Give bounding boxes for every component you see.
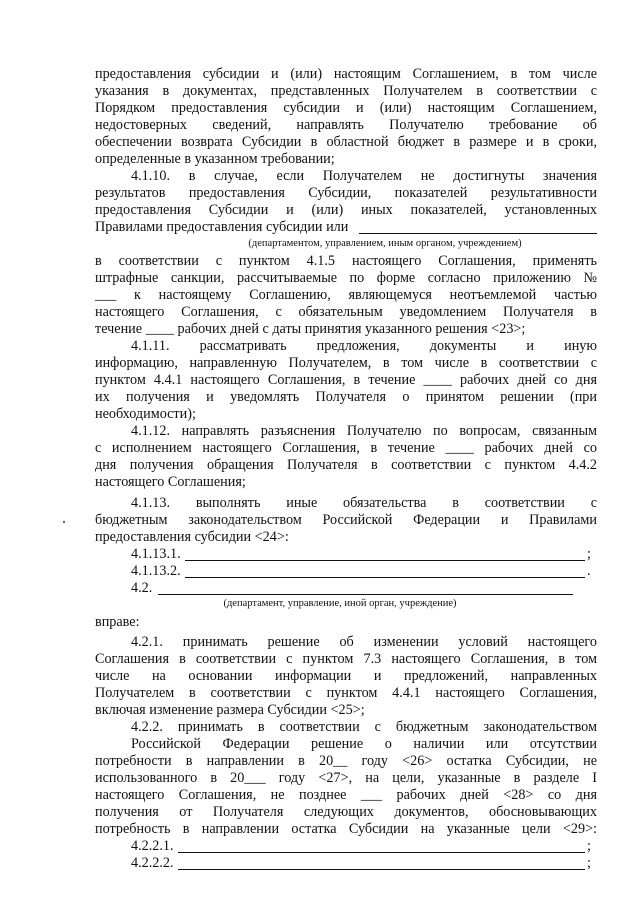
- fill-in-line[interactable]: [178, 856, 585, 870]
- field-label: 4.2.2.1.: [131, 838, 174, 854]
- text-line: Российской Федерации решение о наличии или отсутствии: [131, 736, 597, 752]
- fill-in-line[interactable]: [185, 564, 585, 578]
- text-line: числе на основании информации и предложений, направленных: [95, 668, 597, 684]
- text-line: настоящего Соглашения, не позднее ___ рабочих дней <28> со дня: [95, 787, 597, 803]
- text-line: необходимости);: [95, 406, 196, 422]
- text-line: в соответствии с пунктом 4.1.5 настоящего Соглашения, применять: [95, 253, 597, 269]
- text-line: бюджетным законодательством Российской Федерации и Правилами: [95, 512, 597, 528]
- text-line: потребность в направлении остатка Субсидии на указанные цели <29>:: [95, 821, 597, 837]
- paragraph-4-2-2: 4.2.2. принимать в соответствии с бюджетным законодательством: [131, 719, 597, 735]
- text-line: включая изменение размера Субсидии <25>;: [95, 702, 365, 718]
- text-line: предоставления субсидии <24>:: [95, 529, 289, 545]
- text-line: Получателем в соответствии с пунктом 4.4.1 настоящего Соглашения,: [95, 685, 597, 701]
- paragraph-4-1-13: 4.1.13. выполнять иные обязательства в соответствии с: [131, 495, 597, 511]
- text-line: Соглашения в соответствии с пунктом 7.3 настоящего Соглашения, в том: [95, 651, 597, 667]
- fill-in-line: [359, 232, 597, 234]
- caption-authority-instrumental: (департаментом, управлением, иным органом, учреждением): [248, 238, 522, 249]
- field-end: .: [587, 563, 591, 579]
- field-4-1-13-2[interactable]: [131, 563, 597, 580]
- text-line: использованного в 20___ году <27>, на цели, указанные в разделе I: [95, 770, 597, 786]
- stray-dot: [63, 521, 65, 523]
- field-end: ;: [587, 855, 591, 871]
- text-line: получения от Получателя следующих документов, обосновывающих: [95, 804, 597, 820]
- text-line: результатов предоставления Субсидии, показателей результативности: [95, 185, 597, 201]
- field-4-2[interactable]: [131, 580, 577, 597]
- field-label: 4.1.13.2.: [131, 563, 181, 579]
- caption-authority: (департамент, управление, иной орган, учреждение): [223, 598, 457, 609]
- field-end: ;: [587, 546, 591, 562]
- text-line: указания в документах, представленных Получателем в соответствии с: [95, 83, 597, 99]
- text-line: настоящего Соглашения, с обязательным уведомлением Получателя в: [95, 304, 597, 320]
- text-line: обеспечении возврата Субсидии в областной бюджет в размере и в сроки,: [95, 134, 597, 150]
- fill-in-line[interactable]: [185, 547, 585, 561]
- field-4-2-2-1[interactable]: [131, 838, 597, 855]
- text-line: с исполнением настоящего Соглашения, в течение ____ рабочих дней со: [95, 440, 597, 456]
- paragraph-4-1-11: 4.1.11. рассматривать предложения, документы и иную: [131, 338, 597, 354]
- text-line: настоящего Соглашения;: [95, 474, 246, 490]
- text-line: штрафные санкции, рассчитываемые по форме согласно приложению №: [95, 270, 597, 286]
- field-label: 4.1.13.1.: [131, 546, 181, 562]
- text-line: потребности в направлении в 20__ году <26> остатка Субсидии, не: [95, 753, 597, 769]
- field-4-1-13-1[interactable]: [131, 546, 597, 563]
- text-line: Правилами предоставления субсидии или: [95, 219, 349, 235]
- paragraph-4-1-12: 4.1.12. направлять разъяснения Получателю по вопросам, связанным: [131, 423, 597, 439]
- text-line: информацию, направленную Получателем, в том числе в соответствии с: [95, 355, 597, 371]
- fill-in-line[interactable]: [158, 581, 573, 595]
- field-label: 4.2.2.2.: [131, 855, 174, 871]
- text-line: дня получения обращения Получателя в соответствии с пунктом 4.4.2: [95, 457, 597, 473]
- paragraph-4-1-10: 4.1.10. в случае, если Получателем не достигнуты значения: [131, 168, 597, 184]
- field-4-2-2-2[interactable]: [131, 855, 597, 872]
- fill-in-line[interactable]: [178, 839, 585, 853]
- text-line: пунктом 4.4.1 настоящего Соглашения, в течение ____ рабочих дней со дня: [95, 372, 597, 388]
- paragraph-4-2-1: 4.2.1. принимать решение об изменении условий настоящего: [131, 634, 597, 650]
- text-line: предоставления субсидии и (или) настоящим Соглашением, в том числе: [95, 66, 597, 82]
- text-line: определенные в указанном требовании;: [95, 151, 335, 167]
- field-label: 4.2.: [131, 580, 153, 596]
- text-line: Порядком предоставления субсидии и (или) настоящим Соглашением,: [95, 100, 597, 116]
- text-line: ___ к настоящему Соглашению, являющемуся неотъемлемой частью: [95, 287, 597, 303]
- text-line: недостоверных сведений, направлять Получателю требование об: [95, 117, 597, 133]
- text-line: предоставления Субсидии и (или) иных показателей, установленных: [95, 202, 597, 218]
- text-line: течение ____ рабочих дней с даты принятия указанного решения <23>;: [95, 321, 526, 337]
- text-line: их получения и уведомлять Получателя о принятом решении (при: [95, 389, 597, 405]
- field-end: ;: [587, 838, 591, 854]
- text-line: вправе:: [95, 614, 140, 630]
